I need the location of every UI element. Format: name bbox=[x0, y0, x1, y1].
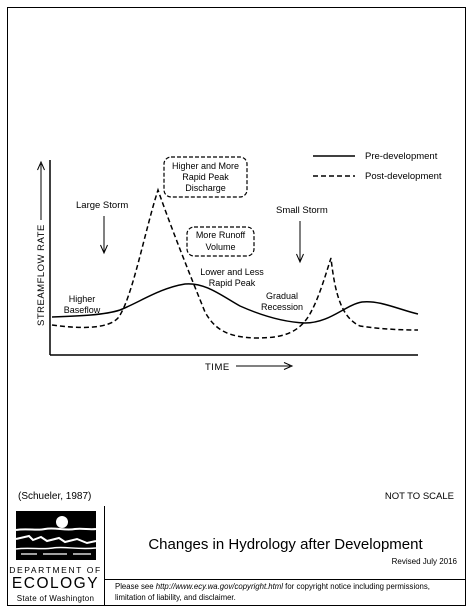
lower-peak-line-2: Rapid Peak bbox=[208, 278, 256, 288]
higher-peak-line-3: Discharge bbox=[185, 183, 226, 193]
runoff-volume-line-1: More Runoff bbox=[195, 230, 246, 240]
higher-peak-line-1: Higher and More bbox=[171, 161, 240, 171]
legend-post-label: Post-development bbox=[365, 171, 442, 182]
notice-suffix: for copyright notice including permissions, limitation of liability, and disclaimer. bbox=[115, 582, 430, 602]
y-axis-label: STREAMFLOW RATE bbox=[36, 224, 47, 326]
ecology-logo-mark bbox=[7, 506, 105, 564]
copyright-notice bbox=[105, 582, 466, 603]
legend-pre-label: Pre-development bbox=[365, 151, 438, 162]
revised-date: Revised July 2016 bbox=[391, 557, 457, 566]
logo-state-text: State of Washington bbox=[16, 594, 95, 603]
lower-peak-line-1: Lower and Less bbox=[200, 267, 264, 277]
copyright-link[interactable]: http://www.ecy.wa.gov/copyright.html bbox=[155, 582, 284, 591]
logo-ecology-text: ECOLOGY bbox=[11, 575, 100, 592]
ecology-logo bbox=[7, 506, 105, 606]
baseflow-line-2: Baseflow bbox=[63, 305, 101, 315]
small-storm-label: Small Storm bbox=[276, 205, 328, 216]
pre-development-curve bbox=[52, 284, 418, 323]
citation: (Schueler, 1987) bbox=[18, 491, 92, 502]
title-block bbox=[7, 506, 466, 606]
logo-department-text: DEPARTMENT OF bbox=[9, 565, 102, 575]
title-box bbox=[105, 506, 466, 580]
recession-line-1: Gradual bbox=[265, 291, 299, 301]
notice-prefix: Please see bbox=[115, 582, 156, 591]
figure-title: Changes in Hydrology after Development bbox=[148, 536, 423, 553]
higher-peak-line-2: Rapid Peak bbox=[182, 172, 229, 182]
not-to-scale-note: NOT TO SCALE bbox=[384, 491, 454, 502]
large-storm-label: Large Storm bbox=[76, 200, 129, 211]
post-development-curve bbox=[52, 190, 418, 338]
baseflow-line-1: Higher bbox=[68, 294, 96, 304]
x-axis-label: TIME bbox=[205, 362, 230, 373]
recession-line-2: Recession bbox=[260, 302, 304, 312]
runoff-volume-line-2: Volume bbox=[205, 242, 236, 252]
